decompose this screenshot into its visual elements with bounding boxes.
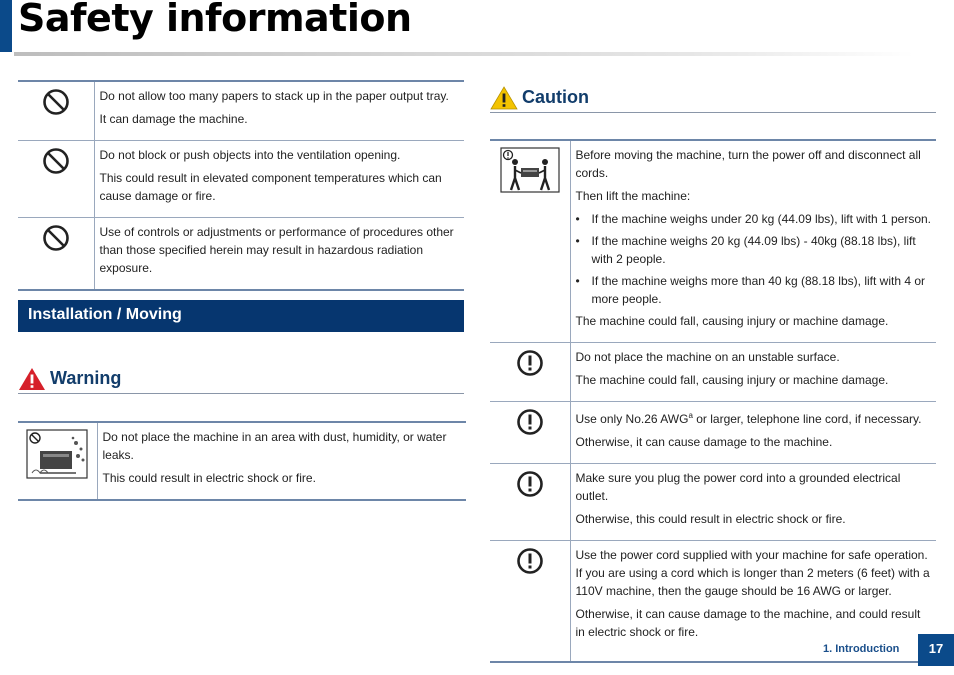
table-row — [18, 141, 464, 218]
caution-triangle-icon — [490, 86, 518, 110]
prohibition-table — [18, 80, 464, 291]
weight-list — [576, 210, 932, 308]
prohibited-icon — [42, 88, 70, 116]
row-note: Otherwise, this could result in electric shock or fire. — [575, 512, 846, 526]
section-title-installation-moving: Installation / Moving — [18, 300, 464, 332]
warning-heading-label: Warning — [50, 368, 122, 388]
prohibited-icon — [42, 224, 70, 252]
row-text: Use only No.26 AWG$^a$ or larger, telephone line cord, if necessary. — [575, 411, 922, 426]
page-number: 17 — [918, 634, 954, 666]
warning-table — [18, 421, 466, 501]
row-note: Otherwise, it can cause damage to the machine. — [575, 435, 833, 449]
table-row — [18, 422, 466, 500]
list-item: • If the machine weighs under 20 kg (44.09 lbs), lift with 1 person. — [576, 210, 932, 228]
row-note: This could result in electric shock or fire. — [102, 471, 316, 485]
table-row — [490, 464, 936, 541]
row-note: The machine could fall, causing injury or machine damage. — [575, 373, 889, 387]
footnote-marker: a — [688, 411, 693, 420]
caution-heading — [490, 84, 936, 113]
caution-mark-icon — [516, 470, 544, 498]
table-row — [18, 218, 464, 291]
row-text: Do not allow too many papers to stack up in the paper output tray. — [99, 89, 449, 103]
row-text: Do not place the machine on an unstable surface. — [575, 350, 840, 364]
row-note: Then lift the machine: — [575, 189, 691, 203]
warning-heading — [18, 365, 464, 394]
no-dust-humidity-icon — [26, 429, 88, 479]
row-note: The machine could fall, causing injury or machine damage. — [575, 314, 889, 328]
row-note: Otherwise, it can cause damage to the machine, and could result in electric shock or fire. — [575, 607, 921, 639]
row-text: Use of controls or adjustments or performance of procedures other than those specified herein may result in hazardous radiation exposure. — [99, 225, 454, 275]
two-person-lift-icon — [500, 147, 560, 193]
caution-table — [490, 139, 936, 663]
warning-triangle-icon — [18, 367, 46, 391]
row-text: Do not block or push objects into the ventilation opening. — [99, 148, 401, 162]
table-row — [490, 140, 936, 343]
row-text: Before moving the machine, turn the power off and disconnect all cords. — [575, 148, 921, 180]
caution-heading-label: Caution — [522, 87, 589, 107]
title-accent-bar — [0, 0, 12, 52]
prohibited-icon — [42, 147, 70, 175]
row-note: This could result in elevated component temperatures which can cause damage or fire. — [99, 171, 442, 203]
page-title: Safety information — [18, 0, 412, 40]
row-note: It can damage the machine. — [99, 112, 248, 126]
row-text: Do not place the machine in an area with dust, humidity, or water leaks. — [102, 430, 447, 462]
row-text: Make sure you plug the power cord into a grounded electrical outlet. — [575, 471, 901, 503]
list-item: • If the machine weighs 20 kg (44.09 lbs) - 40kg (88.18 lbs), lift with 2 people. — [576, 232, 932, 268]
footer-chapter-label: 1. Introduction — [823, 643, 900, 655]
table-row — [490, 402, 936, 464]
caution-mark-icon — [516, 547, 544, 575]
table-row — [18, 81, 464, 141]
row-text: Use the power cord supplied with your machine for safe operation. If you are using a cord which is longer than 2 meters (6 feet) with a 110V machine, then the gauge should be 16 AWG or larger. — [575, 548, 930, 598]
list-item: • If the machine weighs more than 40 kg (88.18 lbs), lift with 4 or more people. — [576, 272, 932, 308]
title-divider — [14, 52, 914, 56]
table-row — [490, 343, 936, 402]
caution-mark-icon — [516, 349, 544, 377]
caution-mark-icon — [516, 408, 544, 436]
